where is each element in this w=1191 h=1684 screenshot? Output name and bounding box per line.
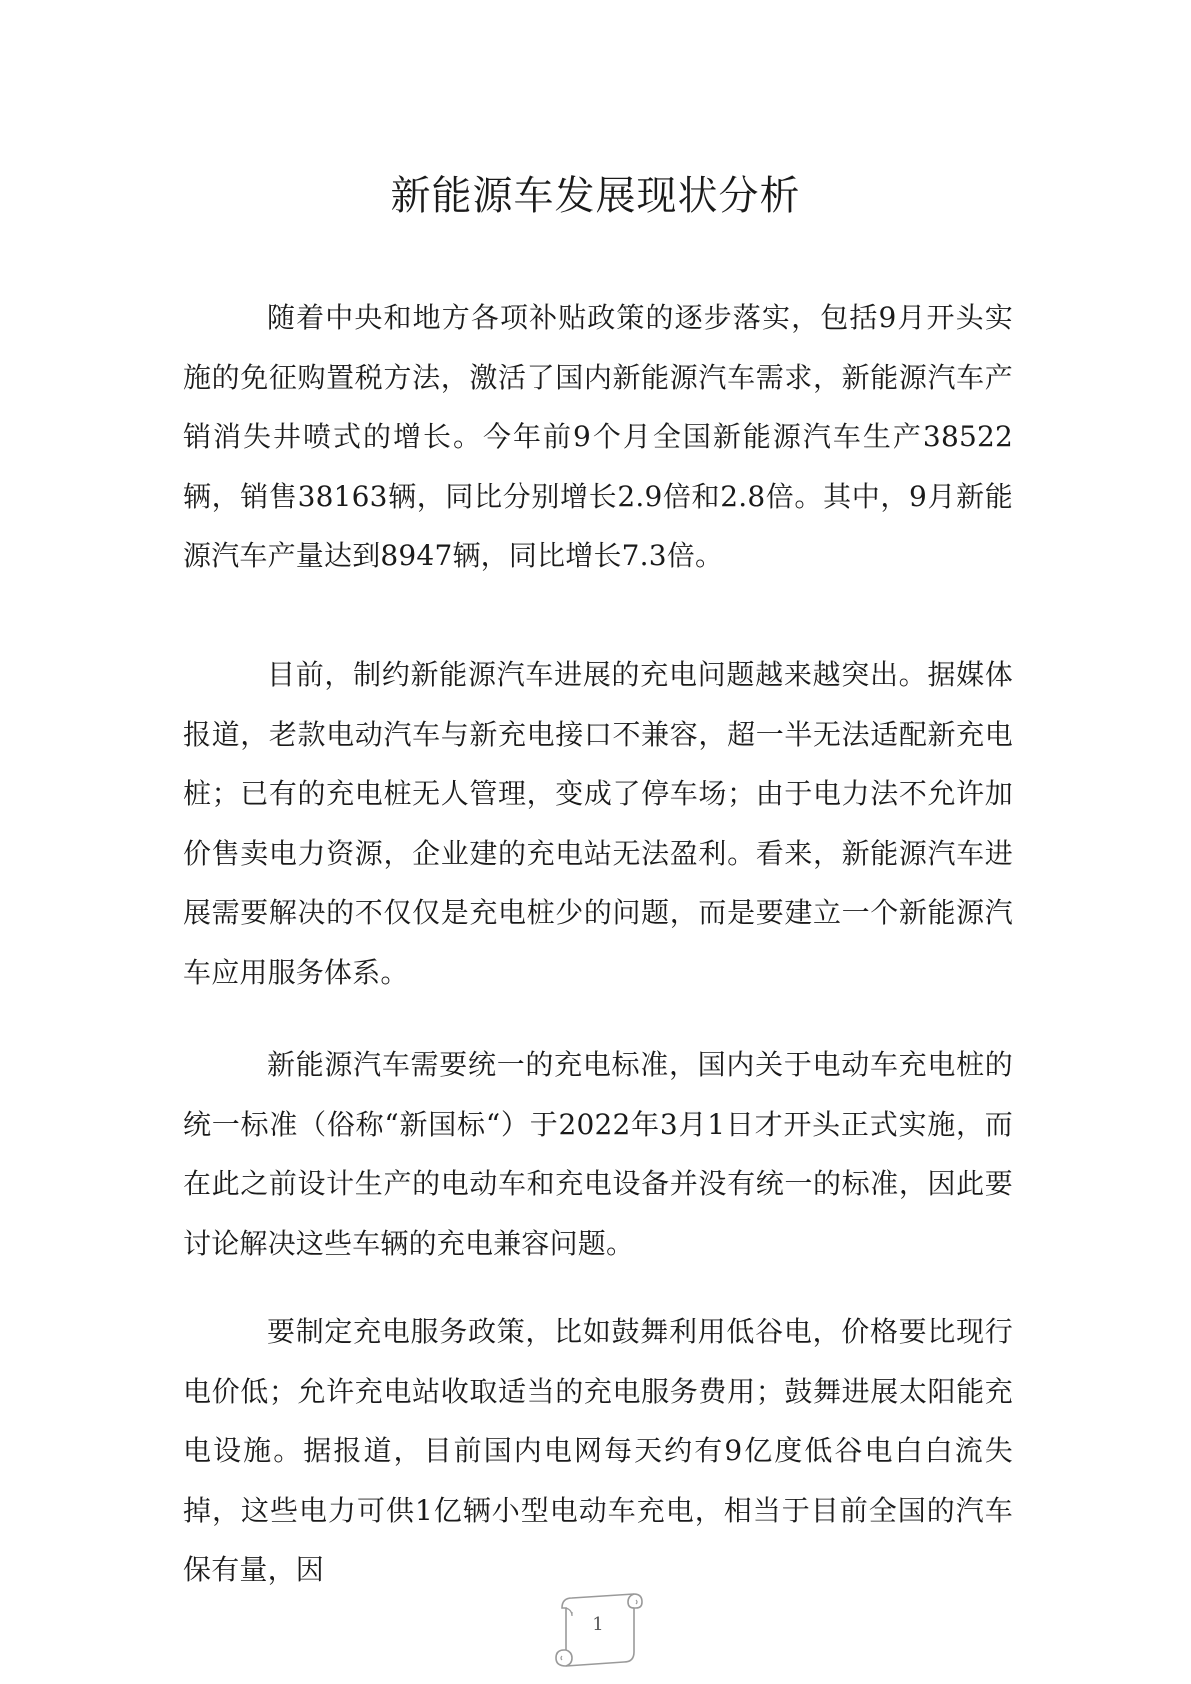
paragraph: 要制定充电服务政策，比如鼓舞利用低谷电，价格要比现行电价低；允许充电站收取适当的充电服务费用；鼓舞进展太阳能充电设施。据报道，目前国内电网每天约有9亿度低谷电白白流失掉，这些电力可供1亿辆小型电动车充电，相当于目前全国的汽车保有量，因 [183, 1315, 1013, 1586]
paragraph: 目前，制约新能源汽车进展的充电问题越来越突出。据媒体报道，老款电动汽车与新充电接口不兼容，超一半无法适配新充电桩；已有的充电桩无人管理，变成了停车场；由于电力法不允许加价售卖电力资源，企业建的充电站无法盈利。看来，新能源汽车进展需要解决的不仅仅是充电桩少的问题，而是要建立一个新能源汽车应用服务体系。 [183, 658, 1013, 989]
document-title: 新能源车发展现状分析 [390, 173, 801, 219]
page-number: 1 [592, 1614, 604, 1635]
paragraph: 随着中央和地方各项补贴政策的逐步落实，包括9月开头实施的免征购置税方法，激活了国内新能源汽车需求，新能源汽车产销消失井喷式的增长。今年前9个月全国新能源汽车生产38522辆，销售38163辆，同比分别增长2.9倍和2.8倍。其中，9月新能源汽车产量达到8947辆，同比增长7.3倍。 [183, 301, 1013, 572]
page-number-footer [548, 1582, 648, 1672]
paragraph: 新能源汽车需要统一的充电标准，国内关于电动车充电桩的统一标准（俗称“新国标“）于2022年3月1日才开头正式实施，而在此之前设计生产的电动车和充电设备并没有统一的标准，因此要讨论解决这些车辆的充电兼容问题。 [183, 1048, 1013, 1260]
